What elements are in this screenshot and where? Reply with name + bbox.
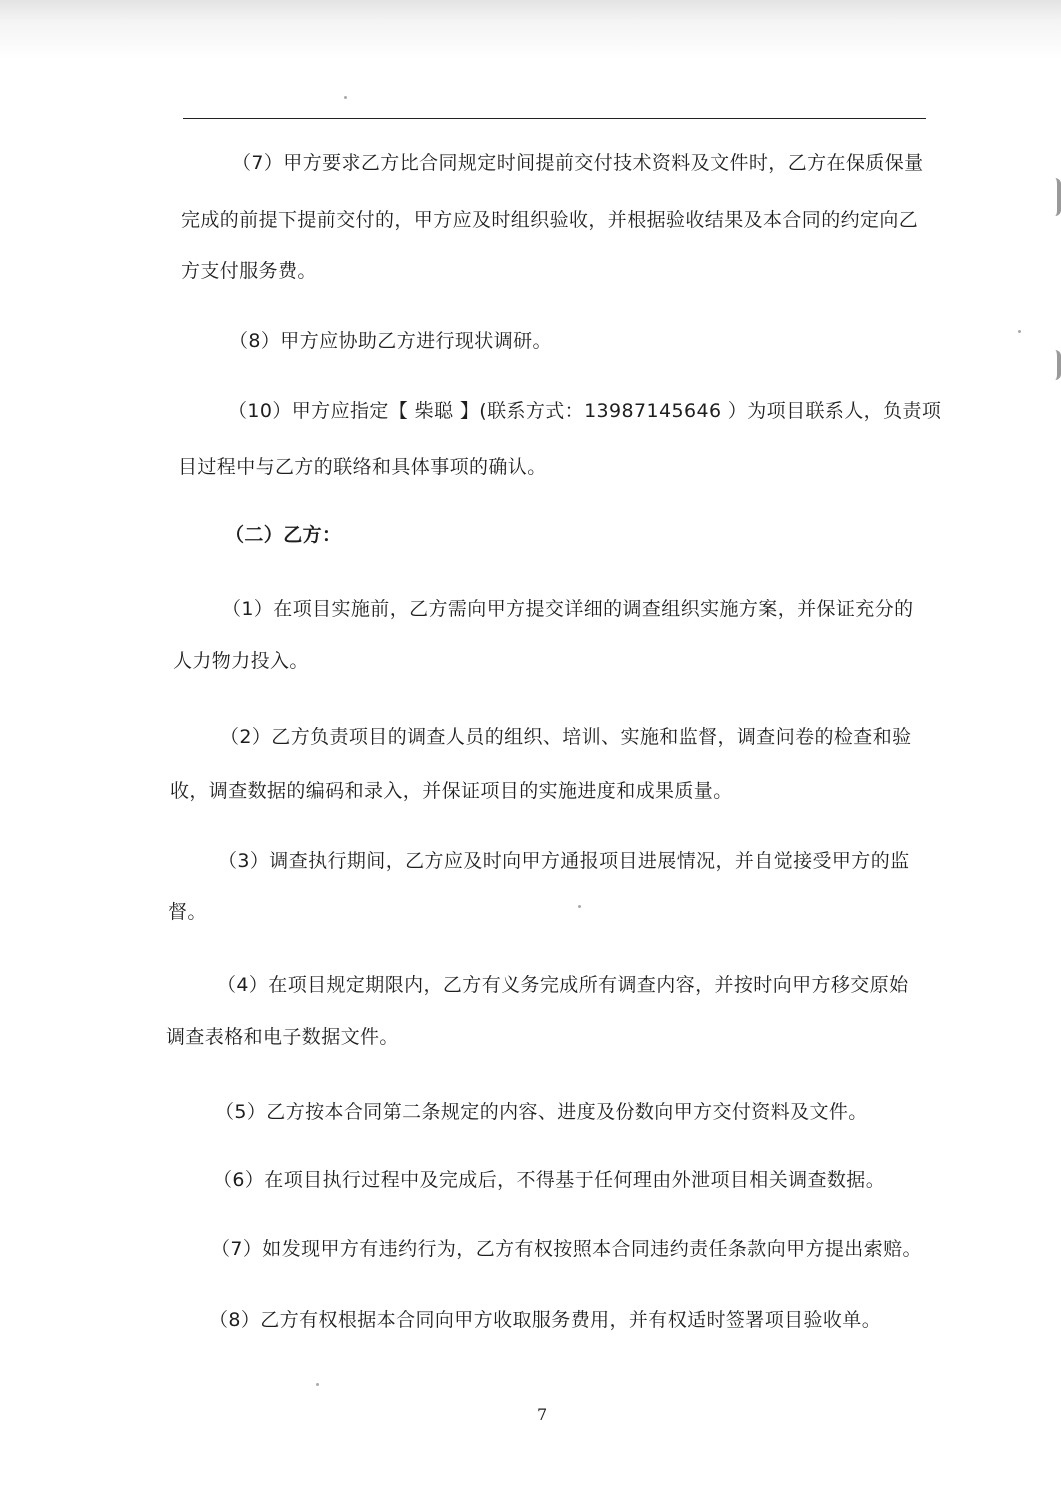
scan-speck [316, 1383, 319, 1386]
paragraph-line: （5）乙方按本合同第二条规定的内容、进度及份数向甲方交付资料及文件。 [215, 1101, 868, 1123]
paragraph-line: （1）在项目实施前，乙方需向甲方提交详细的调查组织实施方案，并保证充分的 [222, 598, 914, 620]
paragraph-line: 督。 [168, 901, 207, 923]
paragraph-line: （10）甲方应指定【 柴聪 】(联系方式：13987145646 ）为项目联系人，负责项 [228, 400, 942, 422]
paragraph-line: 收，调查数据的编码和录入，并保证项目的实施进度和成果质量。 [170, 780, 733, 802]
page-number: 7 [537, 1405, 548, 1424]
paragraph-line: （8）乙方有权根据本合同向甲方收取服务费用，并有权适时签署项目验收单。 [209, 1309, 882, 1331]
paragraph-line: （6）在项目执行过程中及完成后，不得基于任何理由外泄项目相关调查数据。 [213, 1169, 886, 1191]
section-heading: （二）乙方： [225, 524, 342, 546]
binding-mark [1037, 178, 1061, 216]
header-rule [183, 118, 926, 119]
paragraph-line: 目过程中与乙方的联络和具体事项的确认。 [178, 456, 547, 478]
paragraph-line: 方支付服务费。 [181, 260, 317, 282]
scan-speck [1018, 330, 1021, 333]
paragraph-line: 调查表格和电子数据文件。 [166, 1026, 399, 1048]
paragraph-line: （8）甲方应协助乙方进行现状调研。 [229, 330, 552, 352]
binding-mark [1037, 350, 1061, 380]
scan-shadow [0, 0, 1061, 60]
paragraph-line: （7）甲方要求乙方比合同规定时间提前交付技术资料及文件时，乙方在保质保量 [232, 152, 924, 174]
paragraph-line: （4）在项目规定期限内，乙方有义务完成所有调查内容，并按时向甲方移交原始 [217, 974, 909, 996]
paragraph-line: 人力物力投入。 [173, 650, 309, 672]
paragraph-line: （7）如发现甲方有违约行为，乙方有权按照本合同违约责任条款向甲方提出索赔。 [211, 1238, 922, 1260]
paragraph-line: （2）乙方负责项目的调查人员的组织、培训、实施和监督，调查问卷的检查和验 [220, 726, 912, 748]
scan-speck [344, 96, 347, 99]
scan-speck [578, 905, 581, 908]
paragraph-line: （3）调查执行期间，乙方应及时向甲方通报项目进展情况，并自觉接受甲方的监 [218, 850, 910, 872]
paragraph-line: 完成的前提下提前交付的，甲方应及时组织验收，并根据验收结果及本合同的约定向乙 [181, 209, 919, 231]
